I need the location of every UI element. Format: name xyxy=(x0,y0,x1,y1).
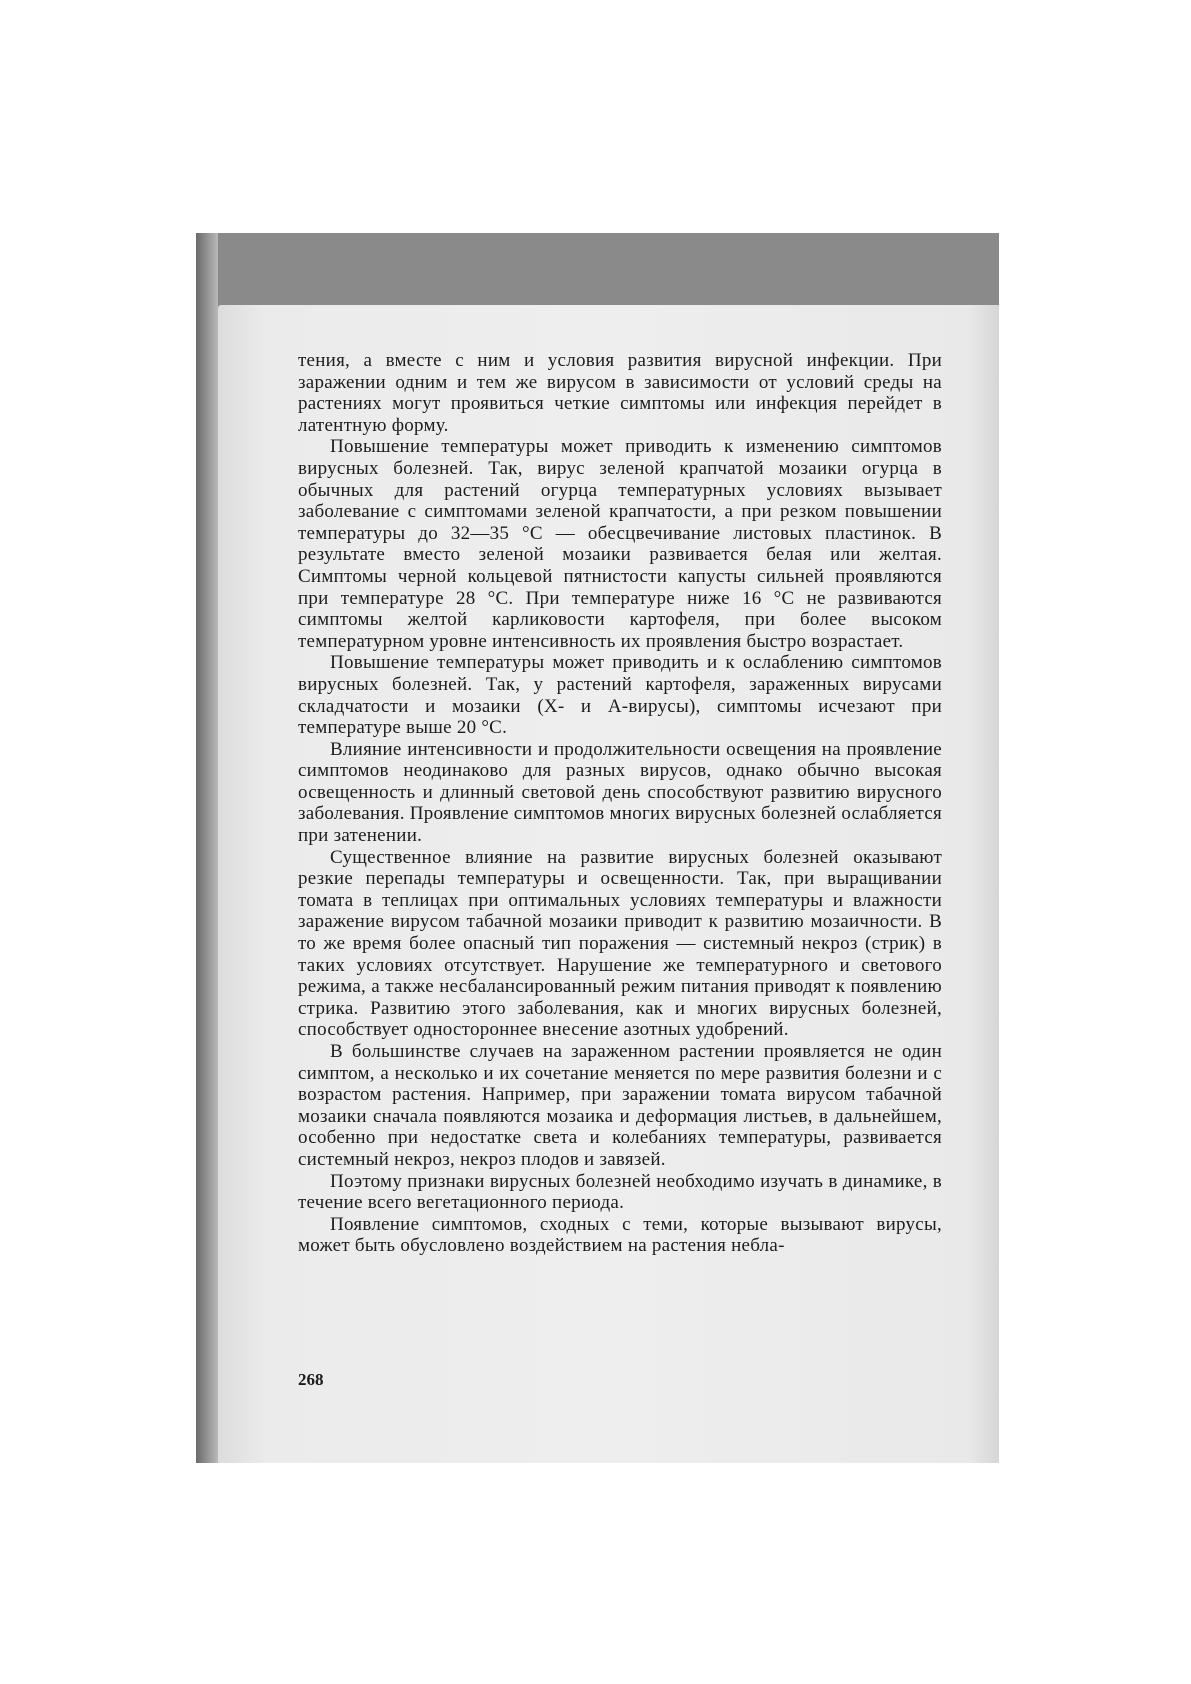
paragraph-5: Существенное влияние на развитие вирусных болезней оказывают резкие перепады температуры и освещенности. Так, при выращивании томата в теплицах при оптимальных условиях температуры и влажности заражение вирусом табачной мозаики приводит к развитию мозаичности. В то же время более опасный тип поражения — системный некроз (стрик) в таких условиях отсутствует. Нарушение же температурного и светового режима, а также несбалансированный режим питания приводят к появлению стрика. Развитию этого заболевания, как и многих вирусных болезней, способствует одностороннее внесение азотных удобрений. xyxy=(298,846,942,1041)
paragraph-1: тения, а вместе с ним и условия развития вирусной инфекции. При заражении одним и тем же вирусом в зависимости от условий среды на растениях могут проявиться четкие симптомы или инфекция перейдет в латентную форму. xyxy=(298,350,942,436)
paragraph-2: Повышение температуры может приводить к изменению симптомов вирусных болезней. Так, вирус зеленой крапчатой мозаики огурца в обычных для растений огурца температурных условиях вызывает заболевание с симптомами зеленой крапчатости, а при резком повышении температуры до 32—35 °С — обесцвечивание листовых пластинок. В результате вместо зеленой мозаики развивается белая или желтая. Симптомы черной кольцевой пятнистости капусты сильней проявляются при температуре 28 °С. При температуре ниже 16 °С не развиваются симптомы желтой карликовости картофеля, при более высоком температурном уровне интенсивность их проявления быстро возрастает. xyxy=(298,436,942,652)
book-spine-shadow xyxy=(196,233,218,1463)
paragraph-6: В большинстве случаев на зараженном растении проявляется не один симптом, а несколько и их сочетание меняется по мере развития болезни и с возрастом растения. Например, при заражении томата вирусом табачной мозаики сначала появляются мозаика и деформация листьев, в дальнейшем, особенно при недостатке света и колебаниях температуры, развивается системный некроз, некроз плодов и завязей. xyxy=(298,1041,942,1170)
paragraph-8: Появление симптомов, сходных с теми, которые вызывают вирусы, может быть обусловлено воздействием на растения небла- xyxy=(298,1213,942,1257)
page-number: 268 xyxy=(298,1370,324,1389)
paragraph-3: Повышение температуры может приводить и к ослаблению симптомов вирусных болезней. Так, у растений картофеля, зараженных вирусами складчатости и мозаики (X- и А-вирусы), симптомы исчезают при температуре выше 20 °С. xyxy=(298,652,942,739)
page-text xyxy=(298,350,942,1257)
paragraph-4: Влияние интенсивности и продолжительности освещения на проявление симптомов неодинаково для разных вирусов, однако обычно высокая освещенность и длинный световой день способствуют развитию вирусного заболевания. Проявление симптомов многих вирусных болезней ослабляется при затенении. xyxy=(298,738,942,847)
paragraph-7: Поэтому признаки вирусных болезней необходимо изучать в динамике, в течение всего вегетационного периода. xyxy=(298,1170,942,1214)
